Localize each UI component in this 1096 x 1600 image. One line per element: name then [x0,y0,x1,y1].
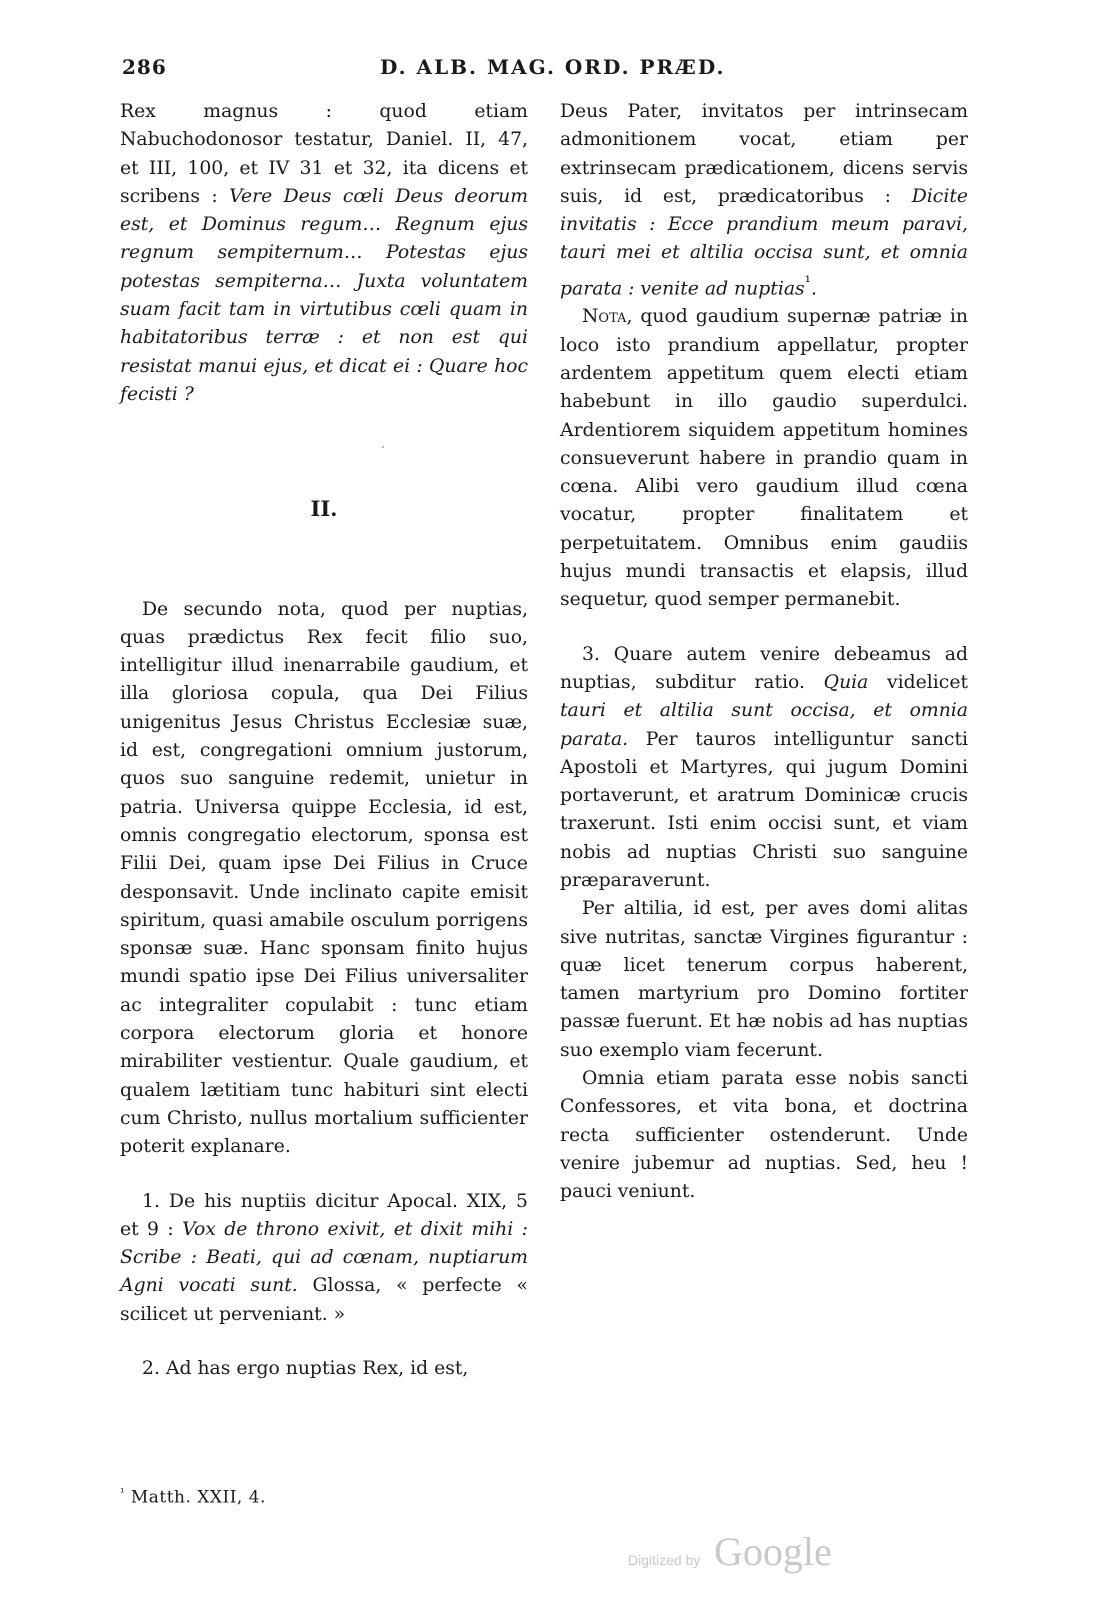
page-header [0,55,1096,85]
running-title: D. ALB. MAG. ORD. PRÆD. [380,55,726,79]
footnote-marker: ¹ [804,271,811,291]
left-paragraph-2: De secundo nota, quod per nuptias, quas prædictus Rex fecit filio suo, intelligitur illud inenarrabile gaudium, et illa gloriosa copula, qua Dei Filius unigenitus Jesus Christus Ecclesiæ suæ, id est, congregationi omnium justorum, quos suo sanguine redemit, unietur in patria. Universa quippe Ecclesia, id est, omnis congregatio electorum, sponsa est Filii Dei, quam ipse Dei Filius in Cruce desponsavit. Unde inclinato capite emisit spiritum, quasi amabile osculum porrigens sponsæ suæ. Hanc sponsam finito hujus mundi spatio ipse Dei Filius universaliter ac integraliter copulabit : tunc etiam corpora electorum gloria et honore mirabiliter vestientur. Quale gaudium, et qualem lætitiam tunc habituri sint electi cum Christo, nullus mortalium sufficienter poterit explanare. [120,598,528,1158]
ink-speck [382,446,384,448]
right-column [560,98,968,1207]
left-paragraph-3: 1. De his nuptiis dicitur Apocal. XIX, 5 et 9 : Vox de throno exivit, et dixit mihi : Scribe : Beati, qui ad cœnam, nuptiarum Agni vocati sunt. Glossa, « perfecte « scilicet ut perveniant. » [120,1190,528,1325]
right-paragraph-5: Omnia etiam parata esse nobis sancti Confessores, et vita bona, et doctrina recta sufficienter ostenderunt. Unde venire jubemur ad nuptias. Sed, heu ! pauci veniunt. [560,1068,968,1203]
right-paragraph-3: 3. Quare autem venire debeamus ad nuptias, subditur ratio. Quia videlicet tauri et altilia sunt occisa, et omnia parata. Per tauros intelliguntur sancti Apostoli et Martyres, qui jugum Domini portaverunt, et aratrum Dominicæ crucis traxerunt. Isti enim occisi sunt, et viam nobis ad nuptias Christi suo sanguine præparaverunt. [560,643,968,891]
watermark-digitized-by: Digitized by [628,1552,701,1568]
right-paragraph-4: Per altilia, id est, per aves domi alitas sive nutritas, sanctæ Virgines figurantur : quæ licet tenerum corpus haberent, tamen martyrium pro Domino fortiter passæ fuerunt. Et hæ nobis ad has nuptias suo exemplo viam fecerunt. [560,898,968,1061]
right-paragraph-2: Nota, quod gaudium supernæ patriæ in loco isto prandium appellatur, propter ardentem appetitum quem electi etiam habebunt in illo gaudio superdulci. Ardentiorem siquidem appetitum homines consueverunt habere in prandio quam in cœna. Alibi vero gaudium illud cœna vocatur, propter finalitatem et perpetuitatem. Omnibus enim gaudiis hujus mundi transactis et elapsis, illud sequetur, quod semper permanebit. [560,306,968,611]
left-paragraph-4: 2. Ad has ergo nuptias Rex, id est, [142,1357,469,1379]
left-column [120,98,528,1383]
page-number: 286 [122,55,167,79]
google-logo: Google [714,1529,832,1574]
section-heading: II. [310,496,338,522]
footnote: $^{^1}$ Matth. XXII, 4. [120,1486,266,1508]
google-watermark [628,1530,858,1576]
left-paragraph-1: Rex magnus : quod etiam Nabuchodonosor testatur, Daniel. II, 47, et III, 100, et IV 31 et 32, ita dicens et scribens : Vere Deus cœli Deus deorum est, et Dominus regum… Regnum ejus regnum sempiternum… Potestas ejus potestas sempiterna… Juxta voluntatem suam facit tam in virtutibus cœli quam in habitatoribus terræ : et non est qui resistat manui ejus, et dicat ei : Quare hoc fecisti ? [120,101,529,405]
footnote-number: ¹ [120,1486,125,1499]
right-paragraph-1: Deus Pater, invitatos per intrinsecam admonitionem vocat, etiam per extrinsecam prædicationem, dicens servis suis, id est, prædicatoribus : Dicite invitatis : Ecce prandium meum paravi, tauri mei et altilia occisa sunt, et omnia parata : venite ad nuptias$^{^1}$. [560,101,968,300]
